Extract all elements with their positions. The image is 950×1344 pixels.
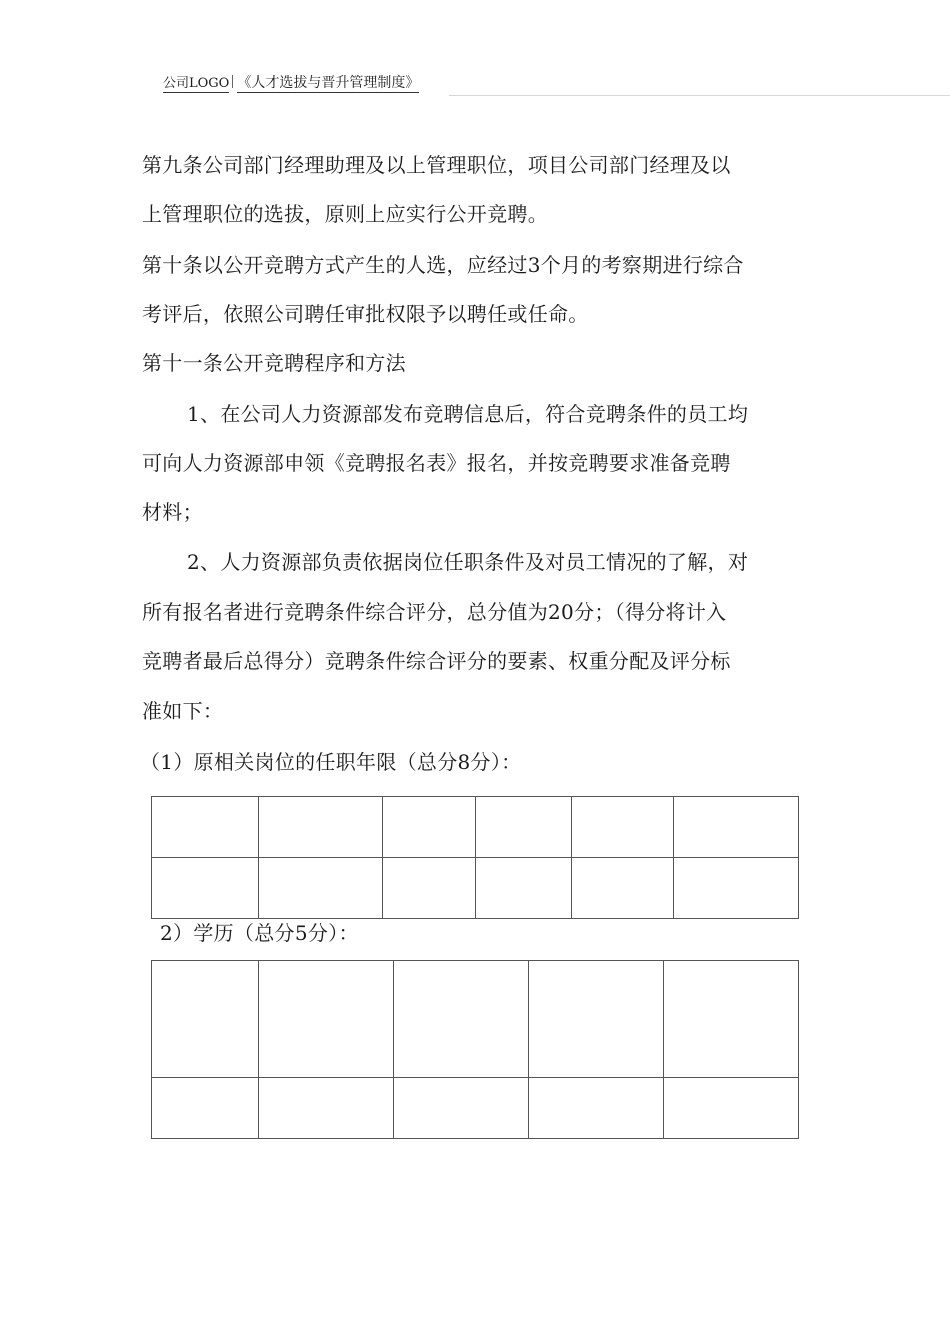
section-2-label: 2）学历（总分5分）： xyxy=(160,921,359,945)
table-row xyxy=(152,858,799,919)
document-title: 《人才选拔与晋升管理制度》 xyxy=(237,75,420,91)
table-cell xyxy=(152,858,259,919)
table-cell xyxy=(572,858,674,919)
table-cell xyxy=(383,858,476,919)
article-9-line-1: 第九条公司部门经理助理及以上管理职位，项目公司部门经理及以 xyxy=(142,153,731,177)
table-cell xyxy=(664,961,799,1078)
table-cell xyxy=(529,1078,664,1139)
tenure-score-table xyxy=(151,796,799,919)
table-cell xyxy=(152,797,259,858)
table-cell xyxy=(476,797,572,858)
table-cell xyxy=(259,961,394,1078)
article-11-heading: 第十一条公开竞聘程序和方法 xyxy=(142,351,406,375)
table-cell xyxy=(259,1078,394,1139)
step-2-line-3: 竞聘者最后总得分）竞聘条件综合评分的要素、权重分配及评分标 xyxy=(142,649,731,673)
header-rule xyxy=(449,95,950,96)
table-cell xyxy=(383,797,476,858)
step-1-line-1: 1、在公司人力资源部发布竞聘信息后，符合竞聘条件的员工均 xyxy=(187,402,749,426)
step-2-line-4: 准如下： xyxy=(142,699,224,723)
table-cell xyxy=(259,858,383,919)
section-1-label: （1）原相关岗位的任职年限（总分8分）： xyxy=(140,750,522,774)
header-separator xyxy=(232,75,233,88)
table-row xyxy=(152,1078,799,1139)
step-1-line-2: 可向人力资源部申领《竞聘报名表》报名，并按竞聘要求准备竞聘 xyxy=(142,451,731,475)
table-cell xyxy=(674,797,799,858)
step-2-line-2: 所有报名者进行竞聘条件综合评分，总分值为20分；（得分将计入 xyxy=(142,600,727,624)
table-cell xyxy=(572,797,674,858)
article-10-line-1: 第十条以公开竞聘方式产生的人选，应经过3个月的考察期进行综合 xyxy=(142,253,744,277)
company-logo-text: 公司LOGO xyxy=(163,76,230,91)
article-9-line-2: 上管理职位的选拔，原则上应实行公开竞聘。 xyxy=(142,202,548,226)
page-header xyxy=(163,74,419,93)
article-10-line-2: 考评后，依照公司聘任审批权限予以聘任或任命。 xyxy=(142,302,589,326)
table-cell xyxy=(664,1078,799,1139)
table-cell xyxy=(152,1078,259,1139)
table-cell xyxy=(529,961,664,1078)
table-cell xyxy=(152,961,259,1078)
table-cell xyxy=(394,1078,529,1139)
table-row xyxy=(152,961,799,1078)
table-row xyxy=(152,797,799,858)
step-2-line-1: 2、人力资源部负责依据岗位任职条件及对员工情况的了解，对 xyxy=(187,550,749,574)
table-cell xyxy=(259,797,383,858)
table-cell xyxy=(394,961,529,1078)
table-cell xyxy=(674,858,799,919)
table-cell xyxy=(476,858,572,919)
education-score-table xyxy=(151,960,799,1139)
step-1-line-3: 材料； xyxy=(142,500,203,524)
